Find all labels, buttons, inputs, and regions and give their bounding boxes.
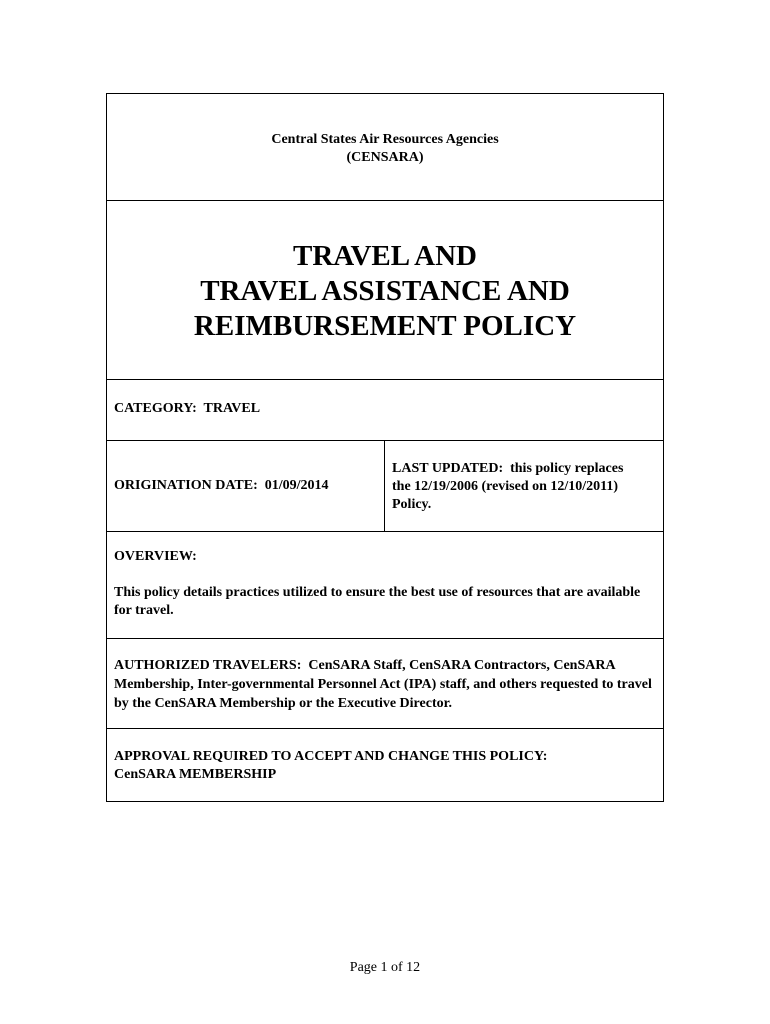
policy-title [107, 201, 663, 380]
authorized-travelers-section [107, 639, 663, 729]
policy-title-line-2: TRAVEL ASSISTANCE AND [200, 275, 570, 307]
agency-name: Central States Air Resources Agencies [271, 132, 499, 147]
overview-section [107, 532, 663, 639]
approval-section [107, 729, 663, 801]
dates-row [107, 441, 663, 532]
policy-title-line-1: TRAVEL AND [293, 240, 477, 272]
overview-heading: OVERVIEW: [114, 549, 197, 564]
last-updated-line-1: LAST UPDATED: this policy replaces [392, 461, 624, 476]
approval-heading: APPROVAL REQUIRED TO ACCEPT AND CHANGE THIS POLICY: [114, 749, 548, 764]
page-number: Page 1 of 12 [349, 960, 421, 975]
policy-cover-table [106, 93, 664, 802]
origination-date: ORIGINATION DATE: 01/09/2014 [114, 478, 329, 493]
last-updated-cell [385, 441, 663, 531]
origination-date-cell [107, 441, 385, 531]
last-updated-line-2: the 12/19/2006 (revised on 12/10/2011) [392, 479, 619, 494]
agency-header [107, 94, 663, 201]
approval-body: CenSARA MEMBERSHIP [114, 767, 277, 782]
agency-abbreviation: (CENSARA) [346, 150, 424, 165]
category-row [107, 380, 663, 441]
category-text: CATEGORY: TRAVEL [114, 401, 261, 416]
policy-title-line-3: REIMBURSEMENT POLICY [193, 310, 577, 342]
last-updated-line-3: Policy. [392, 497, 432, 512]
authorized-travelers-text: AUTHORIZED TRAVELERS: CenSARA Staff, CenSARA Contractors, CenSARA Membership, Inter-governmental Personnel Act (IPA) staff, and others requested to travel by the CenSARA Membership or the Executive Director. [114, 658, 656, 711]
overview-text: This policy details practices utilized to ensure the best use of resources that are available for travel. [114, 585, 641, 618]
